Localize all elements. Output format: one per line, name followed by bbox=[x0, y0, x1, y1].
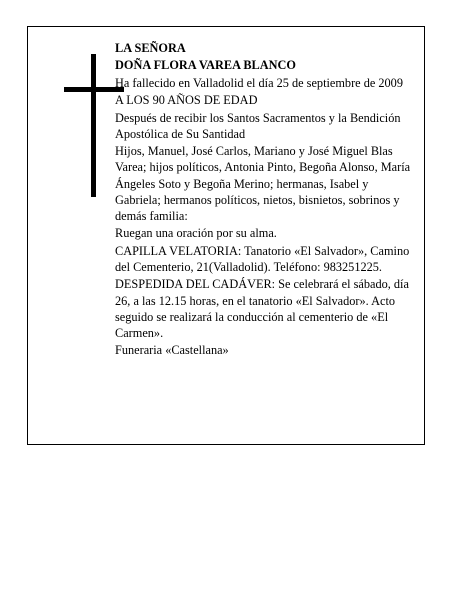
obituary-text bbox=[115, 40, 415, 360]
death-announcement: Ha fallecido en Valladolid el día 25 de septiembre de 2009 bbox=[115, 75, 403, 90]
deceased-name: DOÑA FLORA VAREA BLANCO bbox=[115, 58, 296, 73]
obituary-notice bbox=[27, 26, 425, 445]
age-line: A LOS 90 AÑOS DE EDAD bbox=[115, 93, 258, 108]
prayer-request: Ruegan una oración por su alma. bbox=[115, 226, 277, 241]
family-list: Hijos, Manuel, José Carlos, Mariano y José Miguel Blas Varea; hijos políticos, Antonia Pinto, Begoña Alonso, María Ángeles Soto y Begoña Merino; hermanas, Isabel y Gabriela; hermanos políticos, nietos, bisnietos, sobrinos y demás familia: bbox=[115, 144, 411, 223]
honorific-title: LA SEÑORA bbox=[115, 41, 186, 55]
chapel-info: CAPILLA VELATORIA: Tanatorio «El Salvador», Camino del Cementerio, 21(Valladolid). Teléfono: 983251225. bbox=[115, 243, 410, 274]
funeral-home: Funeraria «Castellana» bbox=[115, 343, 229, 358]
farewell-info: DESPEDIDA DEL CADÁVER: Se celebrará el sábado, día 26, a las 12.15 horas, en el tanatorio «El Salvador». Acto seguido se realizará la conducción al cementerio de «El Carmen». bbox=[115, 277, 409, 340]
sacraments-line: Después de recibir los Santos Sacramentos y la Bendición Apostólica de Su Santidad bbox=[115, 110, 401, 141]
